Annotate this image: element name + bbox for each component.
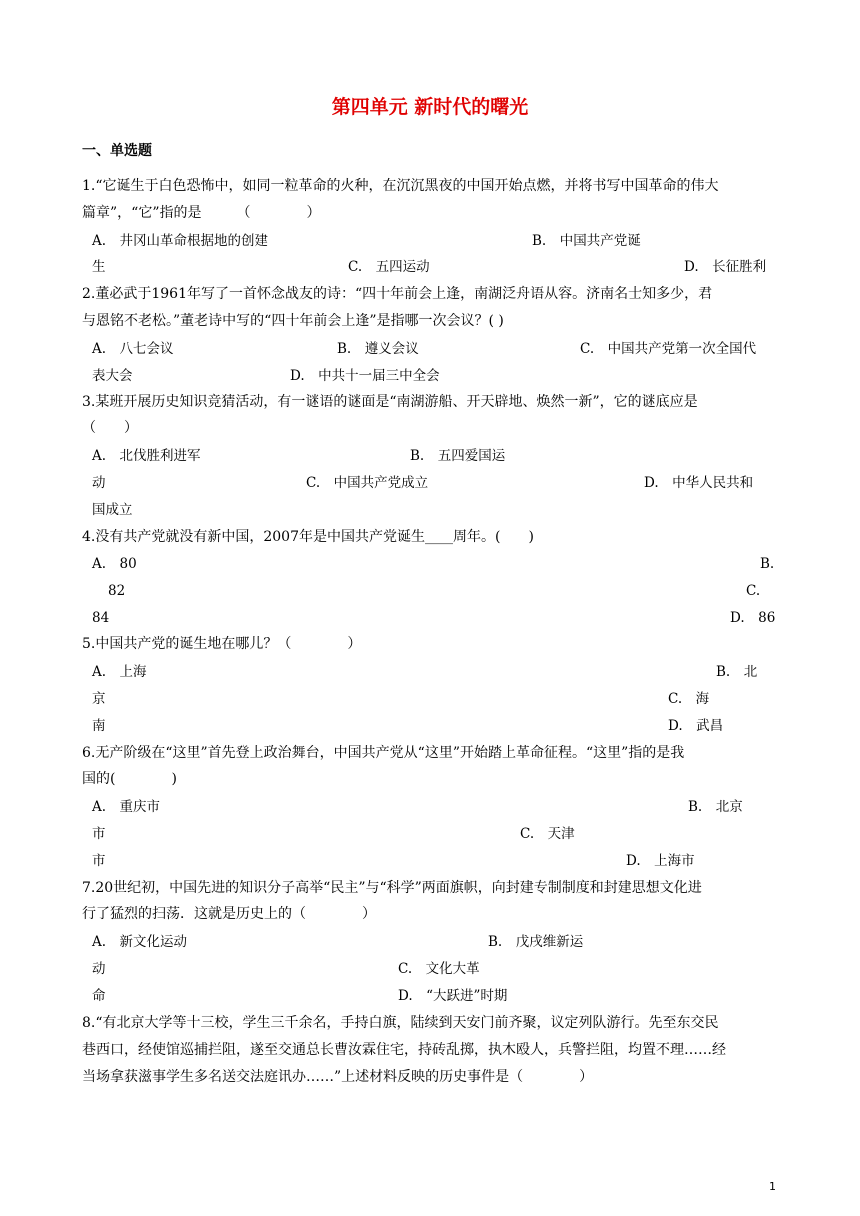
question-6-option-c-cont: 市 [92,853,106,869]
question-6-line-2: 国的( ) [82,771,177,787]
question-5-option-d: D. 武昌 [668,718,724,734]
question-8-line-2: 巷西口，经使馆巡捕拦阻，遂至交通总长曹汝霖住宅，持砖乱掷，执木殴人，兵警拦阻，均置不理……经 [82,1042,726,1058]
question-2-line-2: 与恩铭不老松。”董老诗中写的“四十年前会上逢”是指哪一次会议？( ) [82,313,504,329]
question-7-option-b: B. 戊戌维新运 [488,934,584,950]
question-4-option-d: D. 86 [730,610,776,626]
question-8-line-3: 当场拿获滋事学生多名送交法庭讯办……”上述材料反映的历史事件是（ ） [82,1069,594,1085]
question-1-option-d: D. 长征胜利 [684,259,767,275]
question-3-option-b-cont: 动 [92,475,106,491]
question-2-option-b: B. 遵义会议 [337,341,419,357]
question-6-option-a: A. 重庆市 [92,799,161,815]
question-6-line-1: 6.无产阶级在“这里”首先登上政治舞台，中国共产党从“这里”开始踏上革命征程。“这里”指的是我 [82,745,685,761]
question-2-option-c: C. 中国共产党第一次全国代 [580,341,757,357]
question-7-option-c-cont: 命 [92,988,106,1004]
question-3-option-c: C. 中国共产党成立 [306,475,429,491]
question-5-option-a: A. 上海 [92,664,147,680]
page-title: 第四单元 新时代的曙光 [331,96,529,118]
question-3-option-a: A. 北伐胜利进军 [92,448,201,464]
question-3-option-d: D. 中华人民共和 [644,475,754,491]
question-4-option-c-cont: 84 [92,610,110,626]
question-2-option-d: D. 中共十一届三中全会 [290,368,440,384]
section-heading: 一、单选题 [82,143,152,159]
question-1-option-a: A. 井冈山革命根据地的创建 [92,233,269,249]
question-7-line-1: 7.20世纪初，中国先进的知识分子高举“民主”与“科学”两面旗帜，向封建专制制度和封建思想文化进 [82,880,702,896]
question-2-option-c-cont: 表大会 [92,368,133,384]
question-4-option-a: A. 80 [92,556,137,572]
question-5-option-b: B. 北 [716,664,758,680]
question-7-option-b-cont: 动 [92,961,106,977]
question-7-option-a: A. 新文化运动 [92,934,188,950]
question-7-line-2: 行了猛烈的扫荡．这就是历史上的（ ） [82,906,376,922]
question-4-line-1: 4.没有共产党就没有新中国，2007年是中国共产党诞生____周年。( ) [82,529,534,545]
question-2-option-a: A. 八七会议 [92,341,174,357]
question-3-line-2: （ ） [82,420,138,436]
question-6-option-c: C. 天津 [520,826,575,842]
question-5-option-b-cont: 京 [92,691,106,707]
question-4-option-b: B. [760,556,775,572]
question-1-line-2: 篇章”，“它”指的是 （ ） [82,205,321,221]
question-1-option-b: B. 中国共产党诞 [532,233,641,249]
question-5-option-c: C. 海 [668,691,710,707]
question-5-option-c-cont: 南 [92,718,106,734]
question-2-line-1: 2.董必武于1961年写了一首怀念战友的诗：“四十年前会上逢，南湖泛舟语从容。济南名士知多少，君 [82,286,713,302]
question-5-line-1: 5.中国共产党的诞生地在哪儿？（ ） [82,636,362,652]
page-number: 1 [769,1180,776,1193]
question-1-line-1: 1.“它诞生于白色恐怖中，如同一粒革命的火种，在沉沉黑夜的中国开始点燃，并将书写中国革命的伟大 [82,178,719,194]
question-7-option-d: D. “大跃进”时期 [398,988,508,1004]
question-3-option-b: B. 五四爱国运 [410,448,506,464]
question-1-option-c: C. 五四运动 [348,259,430,275]
question-8-line-1: 8.“有北京大学等十三校，学生三千余名，手持白旗，陆续到天安门前齐聚，议定列队游行。先至东交民 [82,1015,719,1031]
question-3-line-1: 3.某班开展历史知识竞猜活动，有一谜语的谜面是“南湖游船、开天辟地、焕然一新”，它的谜底应是 [82,394,698,410]
question-4-option-c: C. [746,583,761,599]
question-6-option-b: B. 北京 [688,799,743,815]
question-6-option-b-cont: 市 [92,826,106,842]
question-7-option-c: C. 文化大革 [398,961,480,977]
question-1-option-b-cont: 生 [92,259,106,275]
question-6-option-d: D. 上海市 [626,853,695,869]
question-3-option-d-cont: 国成立 [92,502,133,518]
question-4-option-b-cont: 82 [108,583,126,599]
